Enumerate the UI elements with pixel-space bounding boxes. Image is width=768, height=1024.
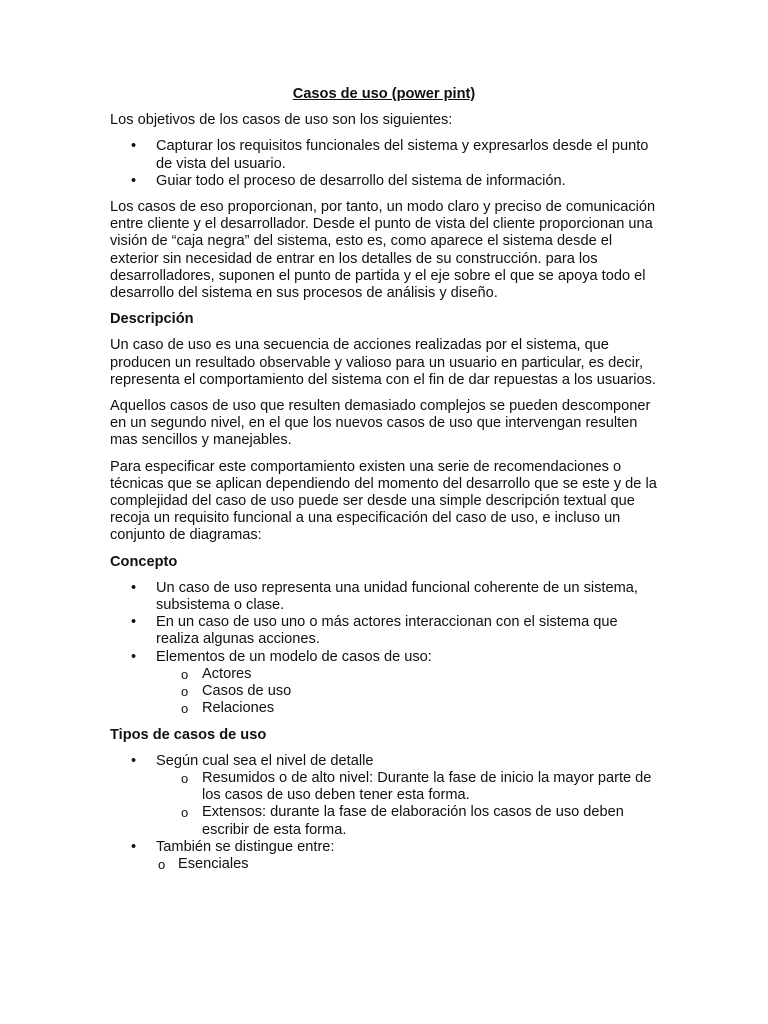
list-item: • Según cual sea el nivel de detalle o Resumidos o de alto nivel: Durante la fase de inicio la mayor parte de los casos de uso deben tener esta forma. o Extensos: durante la fase de elaboración los casos de uso deben escribir de esta forma. bbox=[110, 753, 658, 839]
tipos-detail-sub-list bbox=[156, 770, 658, 839]
document-title: Casos de uso (power pint) bbox=[292, 86, 476, 102]
section-heading-tipos: Tipos de casos de uso bbox=[110, 726, 267, 743]
bullet-icon: • bbox=[131, 138, 137, 155]
tipos-distinguish-sub-list bbox=[156, 856, 658, 873]
section-heading-concepto: Concepto bbox=[110, 553, 178, 570]
body-paragraph: Aquellos casos de uso que resulten demasiado complejos se pueden descomponer en un segundo nivel, en el que los nuevos casos de uso que intervengan resulten mas sencillos y manejables. bbox=[110, 398, 651, 449]
list-item: • También se distingue entre: o Esenciales bbox=[110, 839, 658, 873]
circle-bullet-icon: o bbox=[158, 856, 166, 872]
section-heading-descripcion: Descripción bbox=[110, 311, 194, 328]
tipos-list bbox=[110, 753, 658, 873]
bullet-icon: • bbox=[131, 752, 137, 769]
circle-bullet-icon: o bbox=[181, 770, 189, 786]
circle-bullet-icon: o bbox=[181, 805, 189, 821]
bullet-icon: • bbox=[131, 579, 137, 596]
list-item: • Guiar todo el proceso de desarrollo del sistema de información. bbox=[131, 172, 566, 189]
body-paragraph: Los casos de eso proporcionan, por tanto, un modo claro y preciso de comunicación entre cliente y el desarrollador. Desde el punto de vista del cliente proporcionan una visión de “caja negra” del sistema, esto es, como aparece el sistema desde el exterior sin necesidad de entrar en los detalles de su construcción. para los desarrolladores, suponen el punto de partida y el eje sobre el que se apoya todo el desarrollo del sistema en sus procesos de análisis y diseño. bbox=[110, 199, 656, 302]
sub-list-item: o Relaciones bbox=[181, 700, 275, 717]
circle-bullet-icon: o bbox=[181, 684, 189, 700]
intro-paragraph: Los objetivos de los casos de uso son los siguientes: bbox=[110, 112, 453, 129]
bullet-icon: • bbox=[131, 648, 137, 665]
list-item: • Un caso de uso representa una unidad funcional coherente de un sistema, subsistema o clase. bbox=[131, 579, 638, 614]
sub-list-item: o Resumidos o de alto nivel: Durante la fase de inicio la mayor parte de los casos de uso deben tener esta forma. bbox=[181, 769, 652, 804]
concepto-sub-list bbox=[156, 666, 658, 718]
list-item: • En un caso de uso uno o más actores interaccionan con el sistema que realiza algunas acciones. bbox=[131, 614, 618, 648]
sub-list-item: o Esenciales bbox=[158, 855, 249, 872]
circle-bullet-icon: o bbox=[181, 666, 189, 682]
list-item: • Capturar los requisitos funcionales del sistema y expresarlos desde el punto de vista del usuario. bbox=[131, 138, 649, 172]
body-paragraph: Un caso de uso es una secuencia de acciones realizadas por el sistema, que producen un resultado observable y valioso para un usuario en particular, es decir, representa el comportamiento del sistema con el fin de dar repuestas a los usuarios. bbox=[110, 337, 656, 388]
bullet-icon: • bbox=[131, 614, 137, 631]
bullet-icon: • bbox=[131, 172, 137, 189]
sub-list-item: o Extensos: durante la fase de elaboración los casos de uso deben escribir de esta forma. bbox=[181, 804, 624, 838]
circle-bullet-icon: o bbox=[181, 701, 189, 717]
document-page bbox=[110, 86, 658, 882]
list-item: • Elementos de un modelo de casos de uso: o Actores o Casos de uso o Relaciones bbox=[110, 649, 658, 718]
bullet-icon: • bbox=[131, 838, 137, 855]
sub-list-item: o Actores bbox=[181, 665, 252, 682]
body-paragraph: Para especificar este comportamiento existen una serie de recomendaciones o técnicas que se aplican dependiendo del momento del desarrollo que se este y de la complejidad del caso de uso puede ser desde una simple descripción textual que recoja un requisito funcional a una especificación del caso de uso, e incluso un conjunto de diagramas: bbox=[110, 458, 657, 544]
concepto-list bbox=[110, 580, 658, 718]
sub-list-item: o Casos de uso bbox=[181, 683, 292, 700]
objectives-list bbox=[110, 138, 658, 190]
